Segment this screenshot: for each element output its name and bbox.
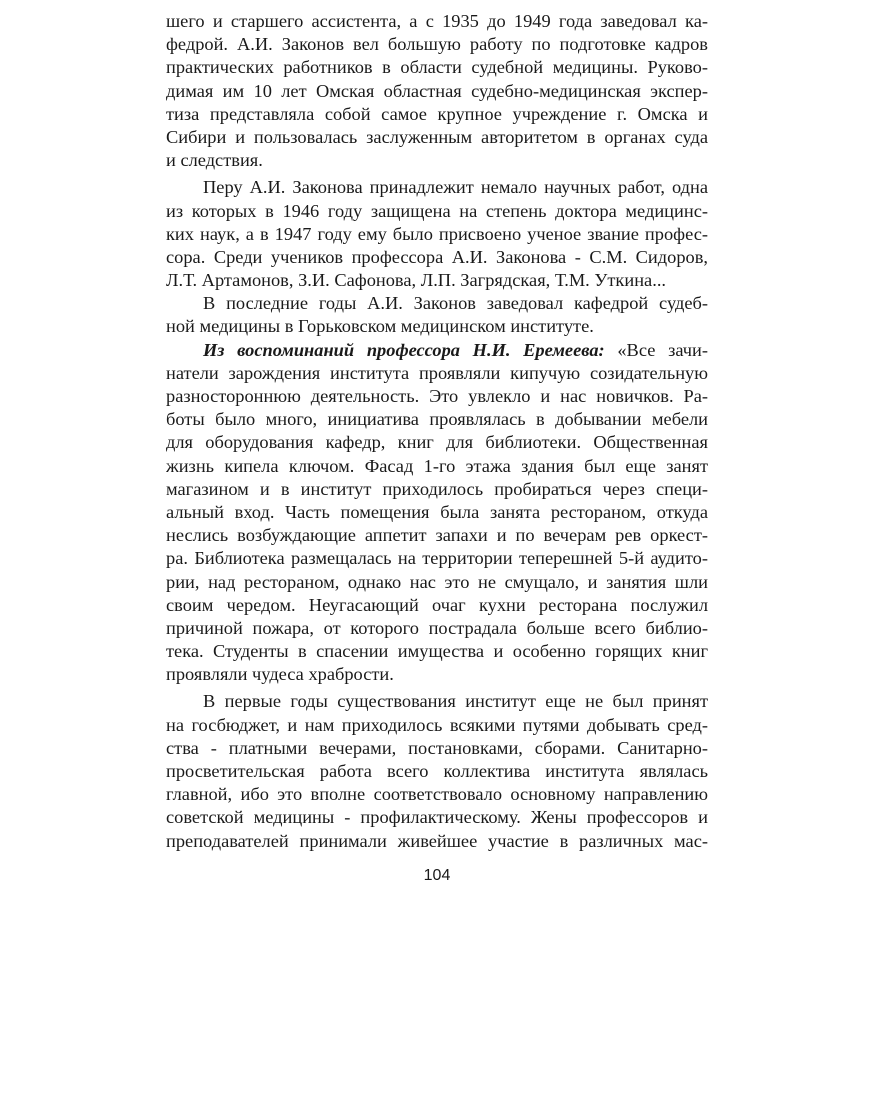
- text-line: димая им 10 лет Омская областная судебно-медицинская экспер-: [166, 80, 708, 101]
- text-line: В последние годы А.И. Законов заведовал кафедрой судеб-: [203, 293, 708, 314]
- text-line: ства - платными вечерами, постановками, сборами. Санитарно-: [166, 737, 708, 758]
- body-text: [166, 10, 708, 853]
- text-line: причиной пожара, от которого пострадала больше всего библио-: [166, 617, 708, 638]
- text-line: сора. Среди учеников профессора А.И. Законова - С.М. Сидоров,: [166, 246, 708, 267]
- text-line: советской медицины - профилактическому. Жены профессоров и: [166, 807, 708, 828]
- text-line: на госбюджет, и нам приходилось всякими путями добывать сред-: [166, 714, 708, 735]
- text-line: Сибири и пользовалась заслуженным авторитетом в органах суда: [166, 126, 708, 147]
- text-line: ких наук, а в 1947 году ему было присвоено ученое звание профес-: [166, 223, 708, 244]
- text-line: просветительская работа всего коллектива института являлась: [166, 761, 708, 781]
- text-line: шего и старшего ассистента, а с 1935 до 1949 года заведовал ка-: [166, 11, 708, 31]
- quote-lead: Из воспоминаний профессора Н.И. Еремеева:: [203, 339, 605, 360]
- text-line: из которых в 1946 году защищена на степень доктора медицинс-: [166, 200, 708, 221]
- text-line: неслись возбуждающие аппетит запахи и по вечерам рев оркест-: [166, 525, 708, 546]
- text-line: магазином и в институт приходилось пробираться через специ-: [166, 478, 708, 499]
- text-line: боты было много, инициатива проявлялась в добывании мебели: [166, 409, 708, 430]
- text-line: тека. Студенты в спасении имущества и особенно горящих книг: [166, 641, 708, 662]
- text-line: для оборудования кафедр, книг для библиотеки. Общественная: [166, 432, 708, 453]
- paragraph: [166, 690, 708, 852]
- text-line: натели зарождения института проявляли кипучую созидательную: [166, 362, 708, 383]
- text-line: федрой. А.И. Законов вел большую работу по подготовке кадров: [166, 34, 708, 55]
- paragraph: [166, 292, 708, 338]
- paragraph: [166, 176, 708, 292]
- text-line: альный вход. Часть помещения была занята рестораном, откуда: [166, 501, 708, 522]
- text-line: преподавателей принимали живейшее участие в различных мас-: [166, 830, 708, 851]
- text-line: Л.Т. Артамонов, З.И. Сафонова, Л.П. Загрядская, Т.М. Уткина...: [166, 270, 667, 291]
- page-number: 104: [423, 867, 451, 884]
- quote-lead-rest: «Все зачи-: [604, 339, 708, 360]
- text-line: и следствия.: [166, 150, 263, 171]
- text-line: Перу А.И. Законова принадлежит немало научных работ, одна: [203, 177, 708, 198]
- text-line: жизнь кипела ключом. Фасад 1-го этажа здания был еще занят: [166, 455, 708, 476]
- text-line: тиза представляла собой самое крупное учреждение г. Омска и: [166, 103, 708, 124]
- text-line: [166, 339, 708, 362]
- text-line: разностороннюю деятельность. Это увлекло и нас новичков. Ра-: [166, 386, 708, 406]
- text-line: рии, над рестораном, однако нас это не смущало, и занятия шли: [166, 571, 708, 592]
- text-line: ной медицины в Горьковском медицинском институте.: [166, 316, 594, 337]
- text-line: проявляли чудеса храбрости.: [166, 664, 394, 685]
- paragraph-quote: [166, 339, 708, 687]
- text-line: В первые годы существования институт еще не был принят: [203, 691, 708, 712]
- text-line: ра. Библиотека размещалась на территории теперешней 5-й аудито-: [166, 548, 708, 569]
- paragraph: [166, 10, 708, 172]
- text-line: практических работников в области судебной медицины. Руково-: [166, 57, 708, 78]
- text-line: главной, ибо это вполне соответствовало основному направлению: [166, 784, 708, 805]
- text-line: своим чередом. Неугасающий очаг кухни ресторана послужил: [166, 594, 708, 615]
